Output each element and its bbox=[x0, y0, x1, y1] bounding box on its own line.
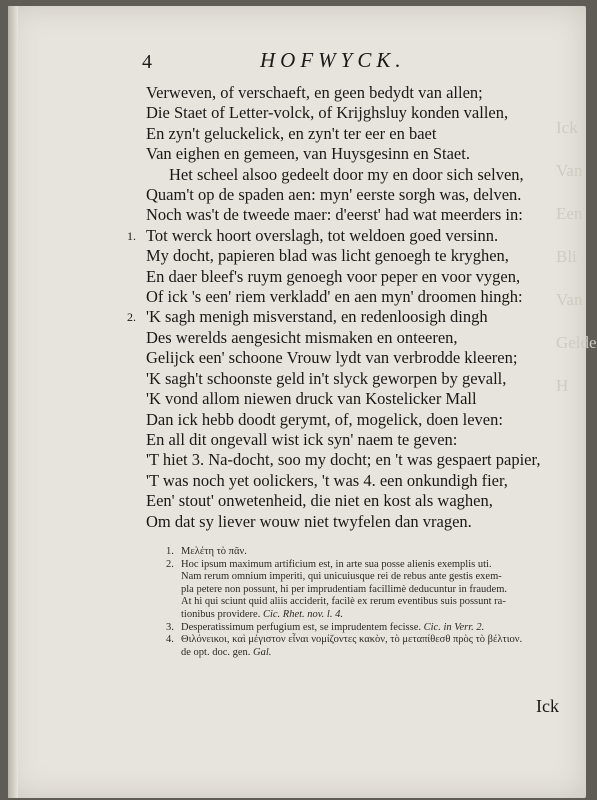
footnote-line: Θιλόνεικοι, καὶ μέγιστον εἶναι νομίζοντες κακὸν, τὸ μεταπίθεσθ πρὸς τὸ βέλτιον. bbox=[181, 634, 523, 646]
footnote-number: 4. bbox=[166, 634, 174, 646]
footnote-line: At hi qui sciunt quid aliis acciderit, facilè ex rerum eventibus suis possunt ra- bbox=[181, 596, 506, 608]
verse-line bbox=[146, 512, 586, 532]
footnote bbox=[166, 621, 573, 635]
verse-text: En all dit ongevall wist ick syn' naem te geven: bbox=[146, 429, 458, 449]
verse-text: Tot werck hoort overslagh, tot weldoen goed versinn. bbox=[146, 225, 499, 245]
verse-line bbox=[146, 450, 586, 470]
footnote-citation: Cic. Rhet. nov. l. 4. bbox=[262, 608, 343, 620]
verse-text: Gelijck een' schoone Vrouw lydt van verbrodde kleeren; bbox=[146, 348, 518, 368]
running-header: HOFWYCK. bbox=[260, 48, 406, 72]
verse-line bbox=[146, 287, 586, 307]
verse-line bbox=[146, 430, 586, 450]
verse-text: Of ick 's een' riem verkladd' en aen myn' droomen hingh: bbox=[146, 287, 523, 307]
verse-text: Noch was't de tweede maer: d'eerst' had wat meerders in: bbox=[146, 205, 523, 225]
verse-line bbox=[127, 307, 586, 327]
verse-line bbox=[146, 165, 586, 185]
footnote-line: de opt. doc. gen. bbox=[181, 646, 251, 658]
verse-line bbox=[146, 369, 586, 389]
footnote-line: pla petere non possunt, hi per imprudentiam facillimè deducuntur in fraudem. bbox=[181, 583, 507, 595]
verse-text: 'K vond allom niewen druck van Kostelicker Mall bbox=[146, 389, 477, 409]
verse-text: Dan ick hebb doodt gerymt, of, mogelick, doen leven: bbox=[146, 409, 503, 429]
verse-line bbox=[146, 246, 586, 266]
catchword: Ick bbox=[536, 696, 559, 716]
verse-text: Om dat sy liever wouw niet twyfelen dan vragen. bbox=[146, 511, 472, 531]
bleed-through-word: Van bbox=[556, 161, 583, 180]
verse-line bbox=[127, 225, 586, 246]
verse-text: 'T hiet 3. Na-docht, soo my docht; en 't was gespaert papier, bbox=[146, 450, 541, 470]
verse-text: Verweven, of verschaeft, en geen bedydt van allen; bbox=[146, 83, 483, 102]
poem-verse bbox=[127, 83, 586, 532]
page-gutter bbox=[8, 6, 18, 798]
bleed-through-word: Van bbox=[556, 290, 583, 309]
footnote-line-with-ref bbox=[181, 647, 573, 660]
verse-text: My docht, papieren blad was licht genoegh te kryghen, bbox=[146, 246, 509, 266]
verse-text: En daer bleef's ruym genoegh voor peper en voor vygen, bbox=[146, 266, 521, 286]
footnote-line: Hoc ipsum maximum artificium est, in arte sua posse alienis exemplis uti. bbox=[181, 558, 492, 570]
verse-line bbox=[146, 144, 586, 164]
footnote bbox=[166, 558, 573, 622]
bleed-through-word: Bli bbox=[556, 247, 577, 266]
footnote-marker: 1. bbox=[127, 228, 136, 243]
bleed-through-word: Ick bbox=[556, 118, 578, 137]
footnote-line: Μελέτη τὸ πᾶν. bbox=[181, 546, 247, 557]
footnote-line-with-ref bbox=[181, 609, 573, 622]
verse-text: 'K sagh menigh misverstand, en redenloosigh dingh bbox=[146, 307, 488, 327]
bleed-through-word: H bbox=[556, 376, 569, 395]
verse-text: Een' stout' onwetenheid, die niet en kost als waghen, bbox=[146, 491, 493, 511]
verse-line bbox=[146, 103, 586, 123]
verse-line bbox=[146, 471, 586, 491]
footnote-citation: Cic. in Verr. 2. bbox=[423, 621, 485, 633]
verse-line bbox=[146, 410, 586, 430]
verse-text: En zyn't geluckelick, en zyn't ter eer en baet bbox=[146, 123, 437, 143]
bleed-through-word: Gelde bbox=[556, 333, 597, 352]
verse-line bbox=[146, 185, 586, 205]
footnote-number: 1. bbox=[166, 546, 174, 557]
verse-text: Quam't op de spaden aen: myn' eerste sorgh was, delven. bbox=[146, 185, 522, 205]
verse-line bbox=[146, 124, 586, 144]
footnote-line-with-ref bbox=[181, 622, 573, 635]
bleed-through-word: Een bbox=[556, 204, 583, 223]
verse-text: Van eighen en gemeen, van Huysgesinn en Staet. bbox=[146, 144, 470, 164]
verse-text: Het scheel alsoo gedeelt door my en door sich selven, bbox=[169, 164, 524, 184]
footnote-marker: 2. bbox=[127, 310, 136, 325]
footnote bbox=[166, 634, 573, 659]
footnote-line: Desperatissimum perfugium est, se imprudentem fecisse. bbox=[181, 621, 421, 633]
verse-text: Des werelds aengesicht mismaken en onteeren, bbox=[146, 327, 458, 347]
verse-line bbox=[146, 205, 586, 225]
footnote-line: Nam rerum omnium imperiti, qui unicuiusque rei de rebus ante gestis exem- bbox=[181, 571, 502, 583]
verse-line bbox=[146, 83, 586, 103]
verse-line bbox=[146, 348, 586, 368]
footnote bbox=[166, 546, 573, 559]
footnote-number: 2. bbox=[166, 558, 174, 570]
book-page bbox=[8, 6, 597, 798]
verse-line bbox=[146, 389, 586, 409]
verse-text: 'K sagh't schoonste geld in't slyck geworpen by gevall, bbox=[146, 368, 507, 388]
footnote-line: tionibus providere. bbox=[181, 608, 261, 620]
verse-text: Die Staet of Letter-volck, of Krijghsluy konden vallen, bbox=[146, 103, 509, 123]
verse-text: 'T was noch yet oolickers, 't was 4. een onkundigh fier, bbox=[146, 470, 508, 490]
footnote-number: 3. bbox=[166, 621, 174, 633]
footnotes bbox=[166, 546, 573, 659]
page-number: 4 bbox=[142, 51, 152, 73]
verse-line bbox=[146, 267, 586, 287]
verse-line bbox=[146, 491, 586, 511]
verse-line bbox=[146, 328, 586, 348]
footnote-citation: Gal. bbox=[253, 646, 272, 658]
